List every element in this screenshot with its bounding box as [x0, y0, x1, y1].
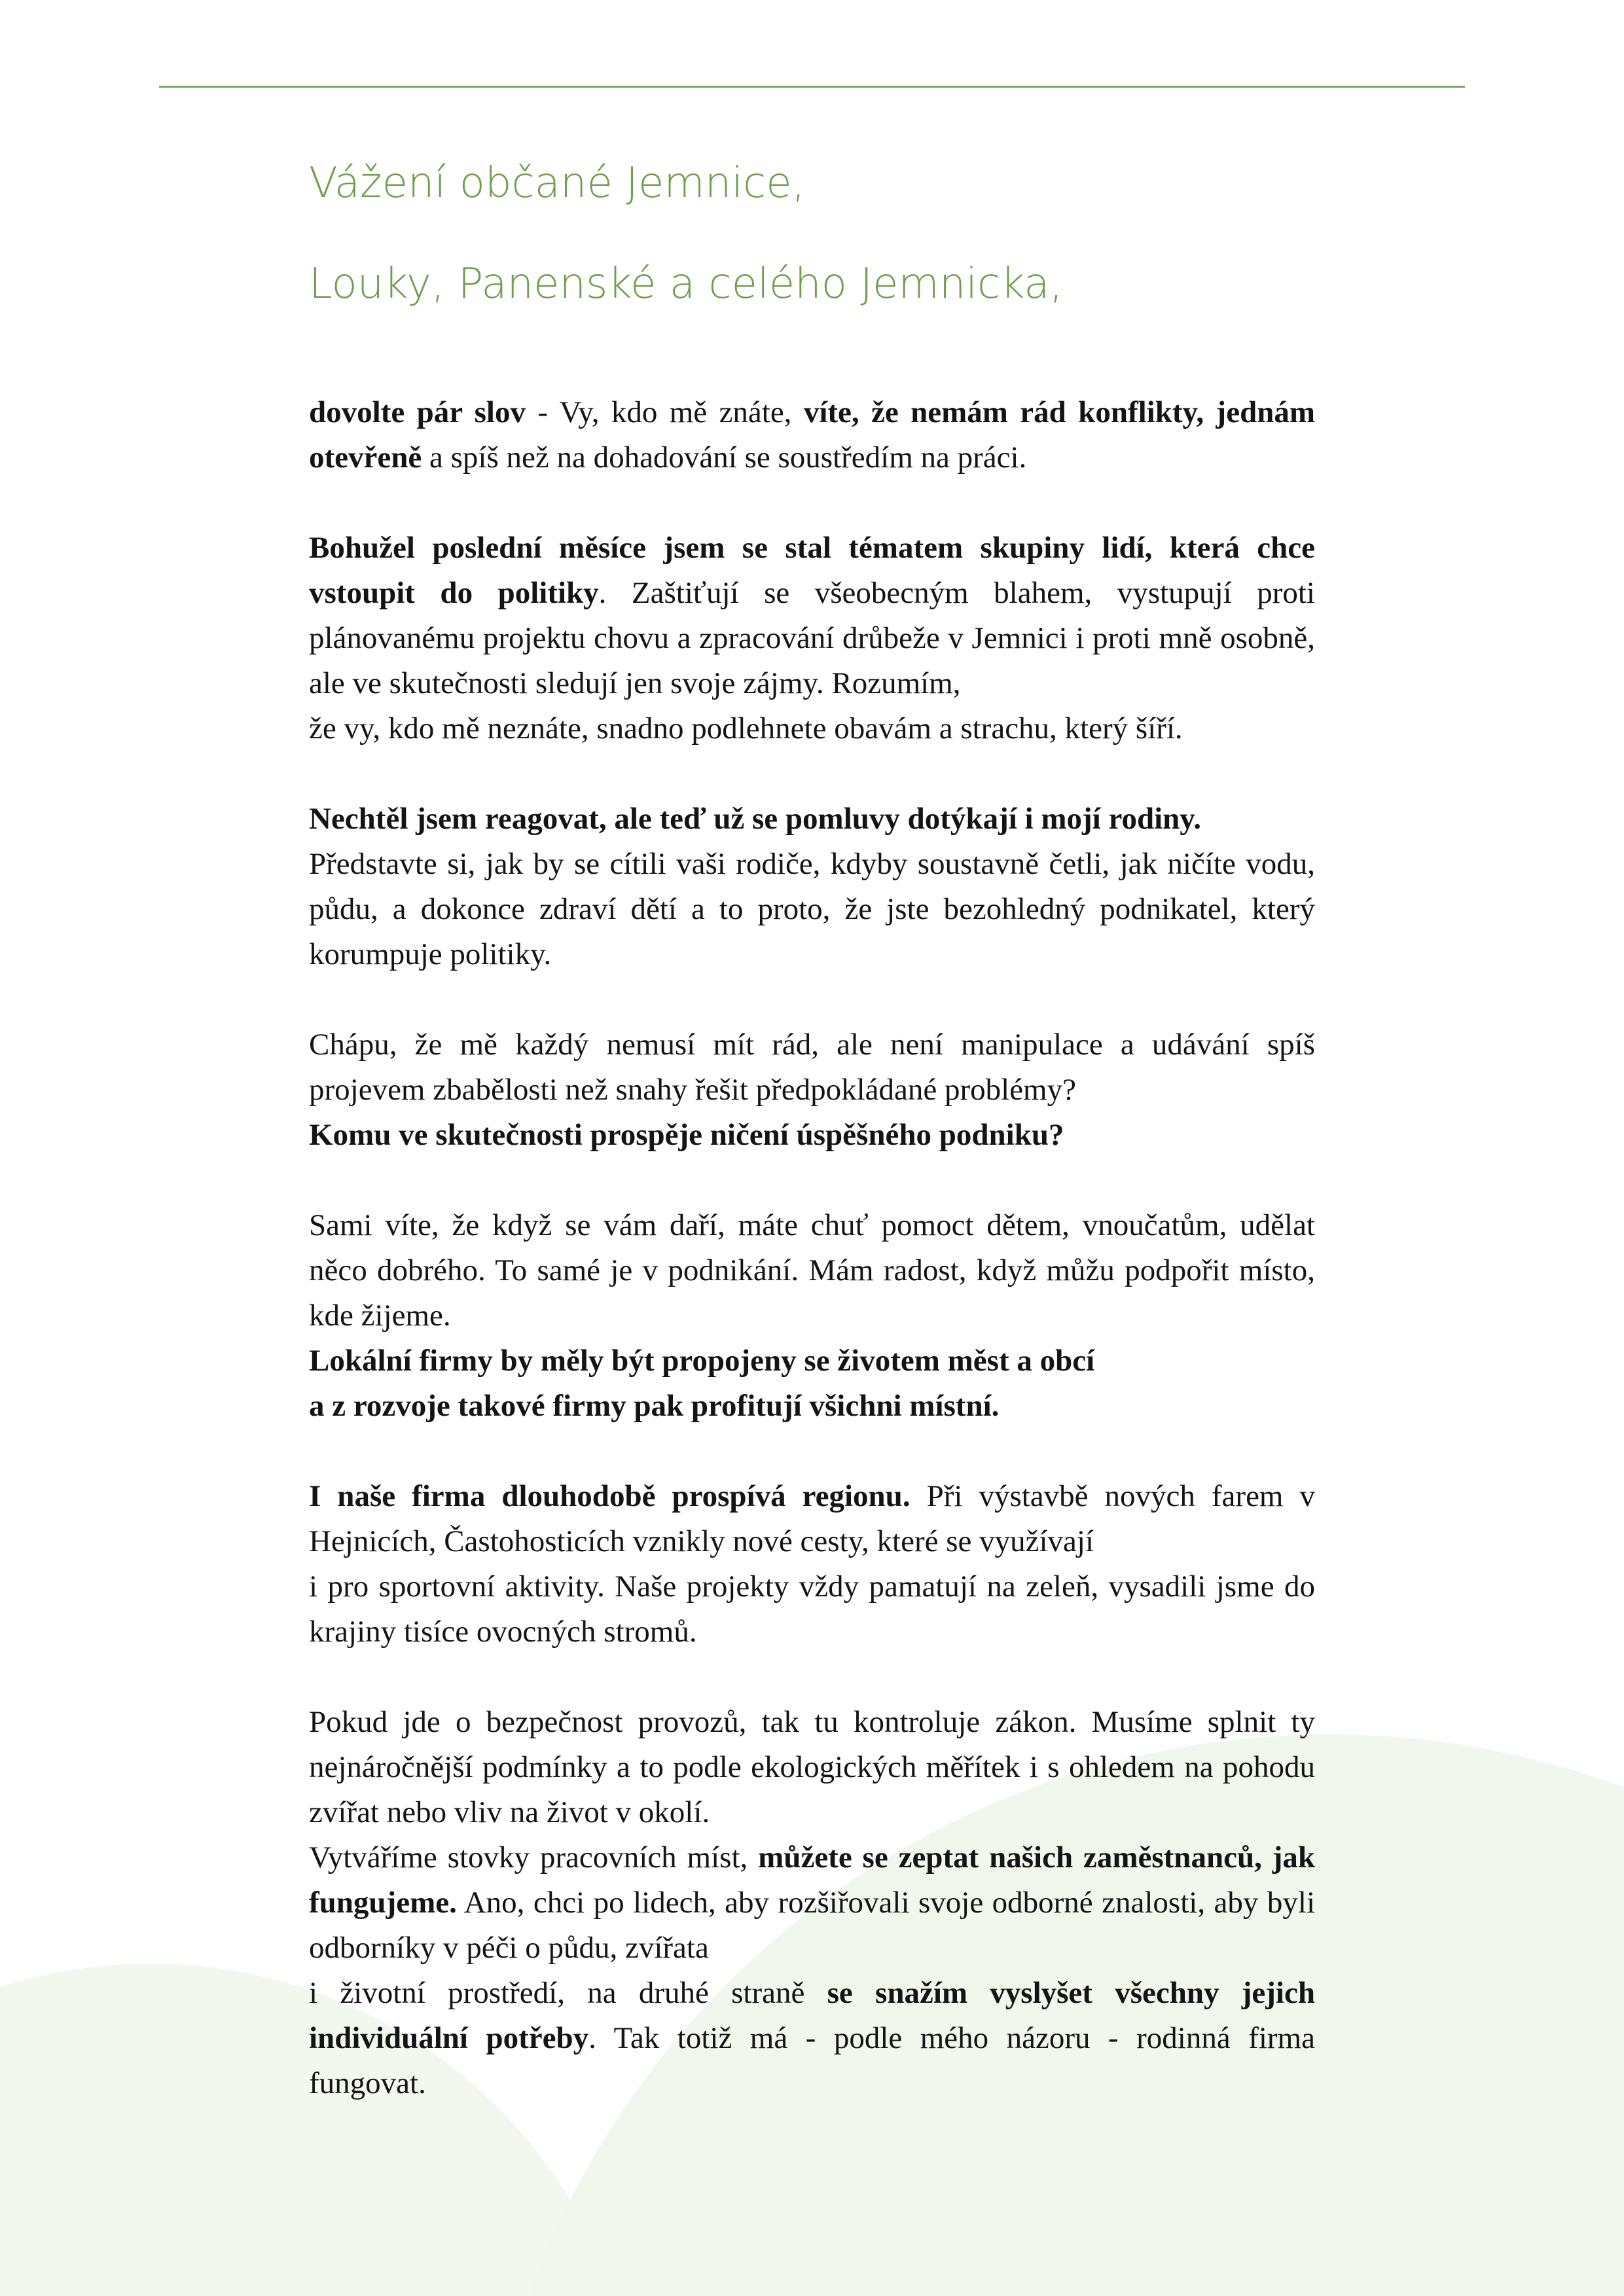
heading-line-1: Vážení občané Jemnice,	[309, 159, 805, 207]
bold-text: Nechtěl jsem reagovat, ale teď už se pomluvy dotýkají i mojí rodiny.	[309, 802, 1201, 836]
top-divider	[159, 86, 1465, 88]
text-run: i pro sportovní aktivity. Naše projekty vždy pamatují na zeleň, vysadili jsme do krajiny tisíce ovocných stromů.	[309, 1570, 1315, 1649]
text-run: Sami víte, že když se vám daří, máte chuť pomoct dětem, vnoučatům, udělat něco dobrého. To samé je v podnikání. Mám radost, když můžu podpořit místo, kde žijeme.	[309, 1208, 1315, 1333]
text-run: - Vy, kdo mě znáte,	[525, 395, 804, 429]
text-run: . Zaštiťují se všeobecným blahem, vystupují proti plánovanému projektu chovu a zpracování drůbeže v Jemnici i proti mně osobně, ale ve skutečnosti sledují jen svoje zájmy. Rozumím,	[309, 576, 1315, 700]
bold-text: Komu ve skutečnosti prospěje ničení úspěšného podniku?	[309, 1118, 1064, 1152]
heading-line-2: Louky, Panenské a celého Jemnicka,	[309, 260, 1063, 308]
text-run: Chápu, že mě každý nemusí mít rád, ale není manipulace a udávání spíš projevem zbabělosti než snahy řešit předpokládané problémy?	[309, 1028, 1315, 1107]
letter-body	[309, 390, 1315, 2106]
bold-text: můžete se zeptat našich zaměstnanců, jak fungujeme.	[309, 1840, 1316, 1920]
paragraph-4	[309, 1022, 1315, 1158]
bold-text: Bohužel poslední měsíce jsem se stal tématem skupiny lidí, která chce vstoupit do politiky	[309, 531, 1315, 610]
paragraph-6	[309, 1474, 1315, 1655]
paragraph-5	[309, 1203, 1315, 1429]
text-run: že vy, kdo mě neznáte, snadno podlehnete obavám a strachu, který šíří.	[309, 711, 1183, 745]
bold-text: se snažím vyslyšet všechny jejich individuální potřeby	[309, 1976, 1315, 2055]
text-run: Ano, chci po lidech, aby rozšiřovali svoje odborné znalosti, aby byli odborníky v péči o půdu, zvířata	[309, 1886, 1315, 1965]
text-run: Představte si, jak by se cítili vaši rodiče, kdyby soustavně četli, jak ničíte vodu, půdu, a dokonce zdraví dětí a to proto, že jste bezohledný podnikatel, který korumpuje politiky.	[309, 847, 1315, 971]
text-run: Vytváříme stovky pracovních míst,	[309, 1840, 759, 1874]
bold-text: víte, že nemám rád konflikty, jednám otevřeně	[309, 395, 1315, 475]
bold-text: a z rozvoje takové firmy pak profitují všichni místní.	[309, 1389, 1000, 1423]
paragraph-2	[309, 526, 1315, 751]
text-run: Při výstavbě nových farem v Hejnicích, Častohosticích vznikly nové cesty, které se využívají	[309, 1479, 1315, 1558]
paragraph-7	[309, 1700, 1315, 2106]
paragraph-1	[309, 390, 1315, 480]
text-run: . Tak totiž má - podle mého názoru - rodinná firma fungovat.	[309, 2021, 1315, 2100]
bold-text: I naše firma dlouhodobě prospívá regionu.	[309, 1479, 911, 1513]
text-run: i životní prostředí, na druhé straně	[309, 1976, 827, 2010]
bold-text: dovolte pár slov	[309, 395, 526, 429]
bold-text: Lokální firmy by měly být propojeny se životem měst a obcí	[309, 1344, 1095, 1378]
text-run: a spíš než na dohadování se soustředím na práci.	[422, 440, 1027, 475]
paragraph-3	[309, 797, 1315, 977]
text-run: Pokud jde o bezpečnost provozů, tak tu kontroluje zákon. Musíme splnit ty nejnáročnější podmínky a to podle ekologických měřítek i s ohledem na pohodu zvířat nebo vliv na život v okolí.	[309, 1705, 1315, 1829]
